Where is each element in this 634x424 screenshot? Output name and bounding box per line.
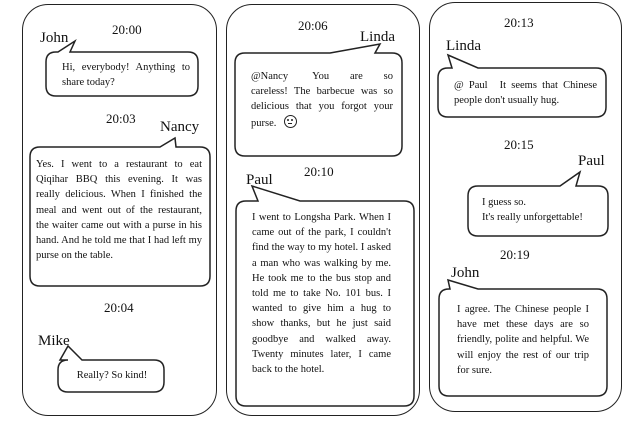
mention: @Nancy — [251, 71, 289, 82]
message-time: 20:04 — [104, 300, 134, 315]
message-text: @Nancy You are so careless! The barbecue was so delicious that you forgot your purse. — [251, 71, 393, 129]
sender-name: Paul — [578, 153, 605, 169]
message-time: 20:15 — [504, 137, 534, 152]
message-text: I agree. The Chinese people I have met these days are so friendly, polite and helpful. We will enjoy the rest of our trip for sure. — [457, 304, 589, 376]
message-text: Yes. I went to a restaurant to eat Qiqihar BBQ this evening. It was really delicious. When I finished the meal and went out of the restaurant, the waiter came out with a purse in his hand. And he told me that I had left my purse on the table. — [36, 159, 202, 262]
message-text: @ Paul It seems that Chinese people don't usually hug. — [454, 80, 597, 107]
sender-name: Nancy — [160, 119, 200, 135]
sender-name: Mike — [38, 333, 70, 349]
message-text: Really? So kind! — [76, 370, 148, 381]
sender-name: Paul — [246, 172, 273, 188]
sender-name: John — [40, 30, 69, 46]
message-time: 20:06 — [298, 18, 328, 33]
message-text: I guess so. It's really unforgettable! — [482, 197, 583, 224]
message-text: I went to Longsha Park. When I came out of the park, I couldn't find the way to my hotel. I asked a man who was walking by me. He took me to the bus stop and told me to take No. 101 bus. I wanted to give him a hug to show thanks, but he just said goodbye and walked away. Twenty minutes later, I came back to the hotel. — [252, 212, 391, 376]
sender-name: Linda — [446, 38, 481, 54]
sender-name: Linda — [360, 29, 395, 45]
message-time: 20:03 — [106, 111, 136, 126]
mention: @ Paul — [454, 80, 488, 91]
sender-name: John — [451, 265, 480, 281]
message-time: 20:19 — [500, 247, 530, 262]
sad-face-icon — [284, 115, 297, 128]
message-time: 20:13 — [504, 15, 534, 30]
message-time: 20:00 — [112, 22, 142, 37]
message-time: 20:10 — [304, 164, 334, 179]
message-text: Hi, everybody! Anything to share today? — [62, 62, 190, 89]
